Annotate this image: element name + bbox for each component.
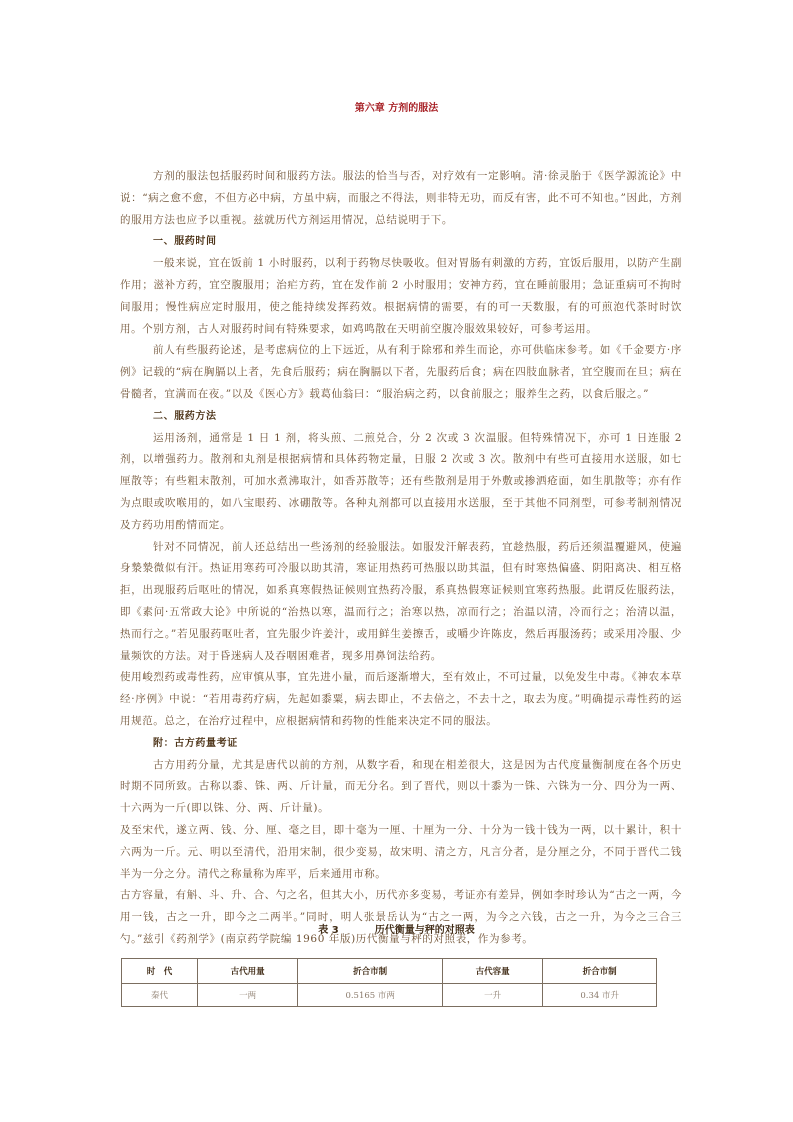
paragraph: 使用峻烈药或毒性药，应审慎从事，宜先进小量，而后逐渐增大，至有效止，不可过量，以免发生中毒。《神农本草经·序例》中说：“若用毒药疗病，先起如黍粟，病去即止，不去倍之，不去十之，取去为度。”明确提示毒性药的运用规范。总之，在治疗过程中，应根据病情和药物的性能来决定不同的服法。 xyxy=(120,671,682,727)
table-cell: 0.34 市升 xyxy=(543,984,657,1007)
chapter-title: 第六章 方剂的服法 xyxy=(354,103,439,114)
table-header-row xyxy=(122,959,657,984)
table-number: 表 3 xyxy=(318,925,339,936)
measurement-table xyxy=(121,958,657,1007)
paragraph: 前人有些服药论述，是考虑病位的上下远近，从有利于除邪和养生而论，亦可供临床参考。如《千金要方·序例》记载的“病在胸膈以上者，先食后服药；病在胸膈以下者，先服药后食；病在四肢血脉者，宜空腹而在旦；病在骨髓者，宜满而在夜。”以及《医心方》载葛仙翁曰：“服治病之药，以食前服之；服养生之药，以食后服之。” xyxy=(120,344,682,400)
section-heading-method: 二、服药方法 xyxy=(153,410,217,422)
header-cell: 折合市制 xyxy=(543,959,657,984)
table-cell: 秦代 xyxy=(122,984,198,1007)
table-cell: 一升 xyxy=(442,984,542,1007)
table-cell: 0.5165 市两 xyxy=(298,984,443,1007)
table-row xyxy=(122,984,657,1007)
header-cell: 时 代 xyxy=(122,959,198,984)
paragraph: 古方容量，有斛、斗、升、合、勺之名，但其大小，历代亦多变易，考证亦有差异，例如李时珍认为“古之一两，今用一钱，古之一升，即今之二两半。”同时，明人张景岳认为“古之一两，为今之六钱，古之一升，为今之三合三勺。”兹引《药剂学》(南京药学院编 1960 年版)历代衡量与秤的对照表，作为参考。 xyxy=(120,889,682,945)
section-heading-appendix: 附：古方药量考证 xyxy=(153,737,238,749)
header-cell: 古代容量 xyxy=(442,959,542,984)
table-cell: 一两 xyxy=(198,984,298,1007)
paragraph: 及至宋代，遂立两、钱、分、厘、毫之目，即十毫为一厘、十厘为一分、十分为一钱十钱为一两，以十累计，积十六两为一斤。元、明以至清代，沿用宋制，很少变易，故宋明、清之方，凡言分者，是分厘之分，不同于晋代二钱半为一分之分。清代之称量称为库平，后来通用市称。 xyxy=(120,823,682,880)
paragraph: 针对不同情况，前人还总结出一些汤剂的经验服法。如服发汗解表药，宜趁热服，药后还须温覆避风，使遍身漐漐微似有汗。热证用寒药可冷服以助其清，寒证用热药可热服以助其温，但有时寒热偏盛、阴阳离决、相互格拒，出现服药后呕吐的情况，如系真寒假热证候则宜热药冷服，系真热假寒证候则宜寒药热服。此谓反佐服药法，即《素问·五常政大论》中所说的“治热以寒，温而行之；治寒以热，凉而行之；治温以清，冷而行之；治清以温，热而行之。”若见服药呕吐者，宜先服少许姜汁，或用鲜生姜擦舌，或嚼少许陈皮，然后再服汤药；或采用冷服、少量频饮的方法。对于昏迷病人及吞咽困难者，现多用鼻饲法给药。 xyxy=(120,540,682,662)
section-heading-timing: 一、服药时间 xyxy=(153,236,217,248)
header-cell: 折合市制 xyxy=(298,959,443,984)
document-body xyxy=(120,166,682,951)
table-title: 历代衡量与秤的对照表 xyxy=(374,925,475,936)
table-caption xyxy=(0,921,793,936)
paragraph: 一般来说，宜在饭前 1 小时服药，以利于药物尽快吸收。但对胃肠有刺激的方药，宜饭后服用，以防产生副作用；滋补方药，宜空腹服用；治疟方药，宜在发作前 2 小时服用；安神方药，宜在睡前服用；急证重病可不拘时间服用；慢性病应定时服用，使之能持续发挥药效。根据病情的需要，有的可一天数服，有的可煎泡代茶时时饮用。个别方剂，古人对服药时间有特殊要求，如鸡鸣散在天明前空腹冷服效果较好，可参考运用。 xyxy=(120,257,682,335)
intro-paragraph: 方剂的服法包括服药时间和服药方法。服法的恰当与否，对疗效有一定影响。清·徐灵胎于《医学源流论》中说：“病之愈不愈，不但方必中病，方虽中病，而服之不得法，则非特无功，而反有害，此不可不知也。”因此，方剂的服用方法也应予以重视。兹就历代方剂运用情况，总结说明于下。 xyxy=(120,170,682,226)
paragraph: 运用汤剂，通常是 1 日 1 剂，将头煎、二煎兑合，分 2 次或 3 次温服。但特殊情况下，亦可 1 日连服 2 剂，以增强药力。散剂和丸剂是根据病情和具体药物定量，日服 2 次或 3 次。散剂中有些可直接用水送服，如七厘散等；有些粗末散剂，可加水煮沸取汁，如香苏散等；还有些散剂是用于外敷或掺洒疮面，如生肌散等；亦有作为点眼或吹喉用的，如八宝眼药、冰硼散等。各种丸剂都可以直接用水送服，至于其他不同剂型，可参考制剂情况及方药功用酌情而定。 xyxy=(120,431,682,531)
paragraph: 古方用药分量，尤其是唐代以前的方剂，从数字看，和现在相差很大，这是因为古代度量衡制度在各个历史时期不同所致。古称以黍、铢、两、斤计量，而无分名。到了晋代，则以十黍为一铢、六铢为一分、四分为一两、十六两为一斤(即以铢、分、两、斤计量)。 xyxy=(120,758,682,815)
header-cell: 古代用量 xyxy=(198,959,298,984)
